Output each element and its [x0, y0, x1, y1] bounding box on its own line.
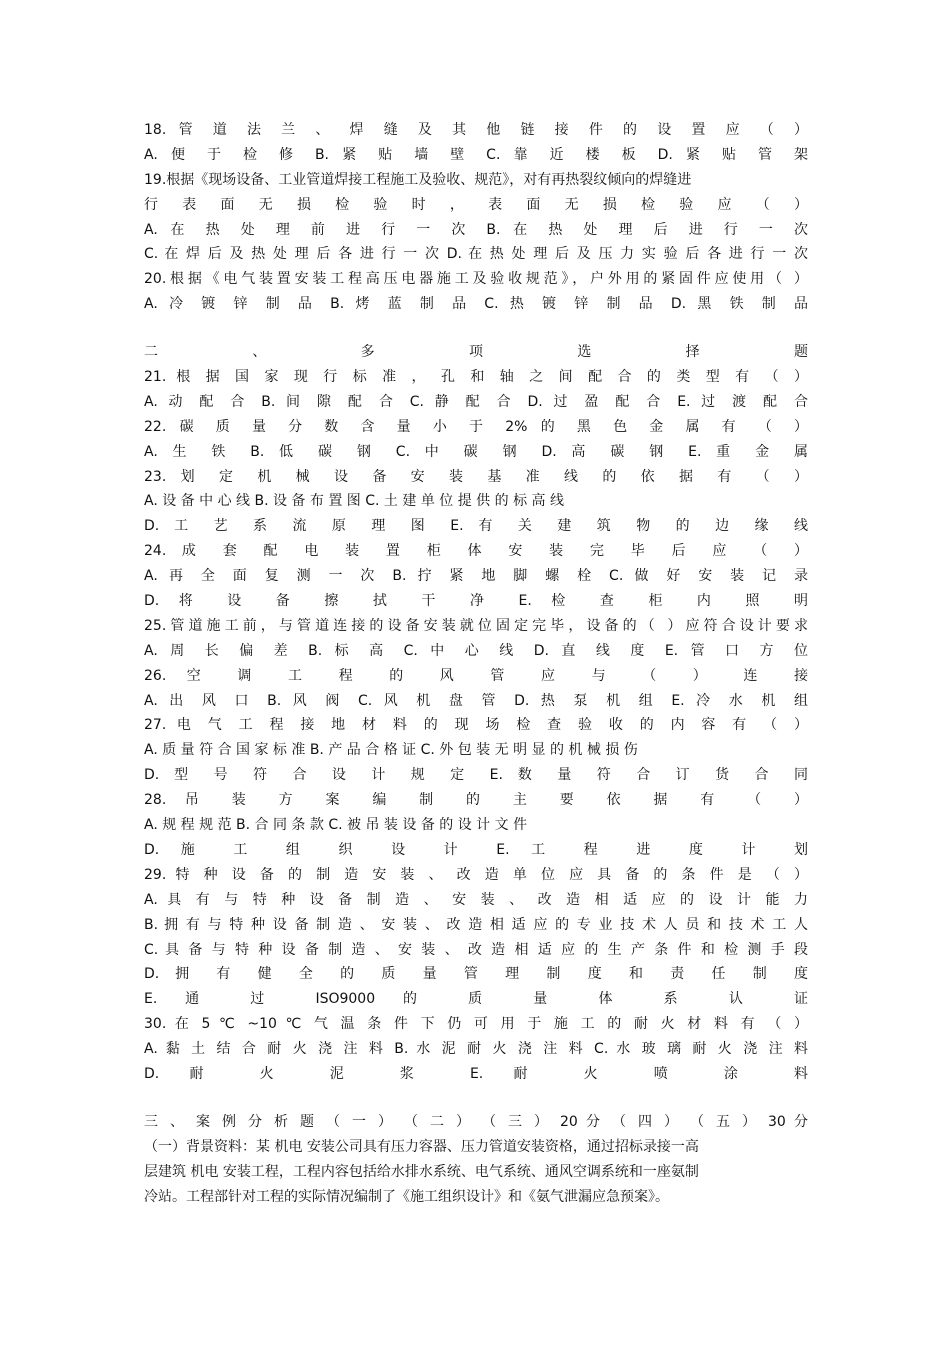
- text-line: A. 冷 镀 锌 制 品 B. 烤 蓝 制 品 C. 热 镀 锌 制 品 D. 黑 铁 制 品: [144, 296, 808, 313]
- single-choice-questions-section: [144, 118, 808, 317]
- text-line: 20.根据《电气装置安装工程高压电器施工及验收规范》，户外用的紧固件应使用（ ）: [144, 271, 808, 288]
- text-line: D. 拥 有 健 全 的 质 量 管 理 制 度 和 责 任 制 度: [144, 966, 808, 983]
- text-line: A. 便 于 检 修 B. 紧 贴 墙 壁 C. 靠 近 楼 板 D. 紧 贴 管 架: [144, 146, 808, 163]
- text-line: 27. 电 气 工 程 接 地 材 料 的 现 场 检 查 验 收 的 内 容 有 （ ）: [144, 717, 808, 734]
- text-line: C. 具 备 与 特 种 设 备 制 造 、 安 装 、 改 造 相 适 应 的 生 产 条 件 和 检 测 手 段: [144, 941, 808, 958]
- section-gap: [144, 317, 808, 340]
- text-line: 冷站。工程部针对工程的实际情况编制了《施工组织设计》和《氨气泄漏应急预案》。: [144, 1188, 669, 1205]
- text-line: D. 耐 火 泥 浆 E. 耐 火 喷 涂 料: [144, 1065, 808, 1082]
- text-line: 29. 特 种 设 备 的 制 造 安 装 、 改 造 单 位 应 具 备 的 条 件 是 （ ）: [144, 866, 808, 883]
- text-line: A. 再 全 面 复 测 一 次 B. 拧 紧 地 脚 螺 栓 C. 做 好 安 装 记 录: [144, 568, 808, 585]
- document-page: [144, 118, 808, 1209]
- text-line: D. 施 工 组 织 设 计 E. 工 程 进 度 计 划: [144, 841, 808, 858]
- text-line: D. 型 号 符 合 设 计 规 定 E. 数 量 符 合 订 货 合 同: [144, 767, 808, 784]
- text-line: 层建筑 机电 安装工程，工程内容包括给水排水系统、电气系统、通风空调系统和一座氨制: [144, 1163, 699, 1180]
- case-analysis-section: [144, 1110, 808, 1210]
- text-line: 18. 管 道 法 兰 、 焊 缝 及 其 他 链 接 件 的 设 置 应 （ ）: [144, 122, 808, 138]
- text-line: A. 黏 土 结 合 耐 火 浇 注 料 B. 水 泥 耐 火 浇 注 料 C. 水 玻 璃 耐 火 浇 注 料: [144, 1041, 808, 1058]
- text-line: 25.管道施工前，与管道连接的设备安装就位固定完毕，设备的（ ）应符合设计要求: [144, 617, 808, 634]
- text-line: 21. 根 据 国 家 现 行 标 准 ， 孔 和 轴 之 间 配 合 的 类 型 有 （ ）: [144, 369, 808, 386]
- text-line: D. 工 艺 系 流 原 理 图 E. 有 关 建 筑 物 的 边 缘 线: [144, 518, 808, 535]
- text-line: A. 周 长 偏 差 B. 标 高 C. 中 心 线 D. 直 线 度 E. 管 口 方 位: [144, 642, 808, 659]
- text-line: 三 、 案 例 分 析 题 （ 一 ） （ 二 ） （ 三 ） 20 分 （ 四 ） （ 五 ） 30 分: [144, 1113, 808, 1130]
- text-line: A. 出 风 口 B. 风 阀 C. 风 机 盘 管 D. 热 泵 机 组 E. 冷 水 机 组: [144, 692, 808, 709]
- text-line: A. 生 铁 B. 低 碳 钢 C. 中 碳 钢 D. 高 碳 钢 E. 重 金 属: [144, 443, 808, 460]
- text-line: A. 具 有 与 特 种 设 备 制 造 、 安 装 、 改 造 相 适 应 的 设 计 能 力: [144, 891, 808, 908]
- text-line: B. 拥 有 与 特 种 设 备 制 造 、 安 装 、 改 造 相 适 应 的 专 业 技 术 人 员 和 技 术 工 人: [144, 916, 808, 933]
- text-line: 24. 成 套 配 电 装 置 柜 体 安 装 完 毕 后 应 （ ）: [144, 543, 808, 560]
- text-line: A. 动 配 合 B. 间 隙 配 合 C. 静 配 合 D. 过 盈 配 合 E. 过 渡 配 合: [144, 393, 808, 410]
- text-line: A. 在 热 处 理 前 进 行 一 次 B. 在 热 处 理 后 进 行 一 次: [144, 221, 808, 238]
- text-line: 28. 吊 装 方 案 编 制 的 主 要 依 据 有 （ ）: [144, 792, 808, 809]
- text-line: D. 将 设 备 擦 拭 干 净 E. 检 查 柜 内 照 明: [144, 593, 808, 610]
- text-line: 19.根据《现场设备、工业管道焊接工程施工及验收、规范》，对有再热裂纹倾向的焊缝进: [144, 171, 692, 188]
- text-line: E. 通 过 ISO9000 的 质 量 体 系 认 证: [144, 991, 808, 1008]
- text-line: A. 规 程 规 范 B. 合 同 条 款 C. 被 吊 装 设 备 的 设 计 文 件: [144, 817, 528, 834]
- text-line: 二 、 多 项 选 择 题: [144, 344, 808, 361]
- text-line: A. 质 量 符 合 国 家 标 准 B. 产 品 合 格 证 C. 外 包 装 无 明 显 的 机 械 损 伤: [144, 742, 638, 759]
- text-line: 26. 空 调 工 程 的 风 管 应 与 （ ） 连 接: [144, 667, 808, 684]
- text-line: 30. 在 5 ℃ ~10 ℃ 气 温 条 件 下 仍 可 用 于 施 工 的 耐 火 材 料 有 （ ）: [144, 1016, 808, 1033]
- text-line: （一）背景资料：某 机电 安装公司具有压力容器、压力管道安装资格，通过招标录接一高: [144, 1138, 699, 1155]
- text-line: 行 表 面 无 损 检 验 时 ， 表 面 无 损 检 验 应 （ ）: [144, 196, 808, 213]
- text-line: 23. 划 定 机 械 设 备 安 装 基 准 线 的 依 据 有 （ ）: [144, 468, 808, 485]
- text-line: 22. 碳 质 量 分 数 含 量 小 于 2% 的 黑 色 金 属 有 （ ）: [144, 418, 808, 435]
- multiple-choice-questions-section: [144, 340, 808, 1087]
- text-line: C. 在 焊 后 及 热 处 理 后 各 进 行 一 次 D. 在 热 处 理 后 及 压 力 实 验 后 各 进 行 一 次: [144, 246, 808, 263]
- section-gap: [144, 1087, 808, 1110]
- text-line: A. 设 备 中 心 线 B. 设 备 布 置 图 C. 土 建 单 位 提 供 的 标 高 线: [144, 493, 564, 510]
